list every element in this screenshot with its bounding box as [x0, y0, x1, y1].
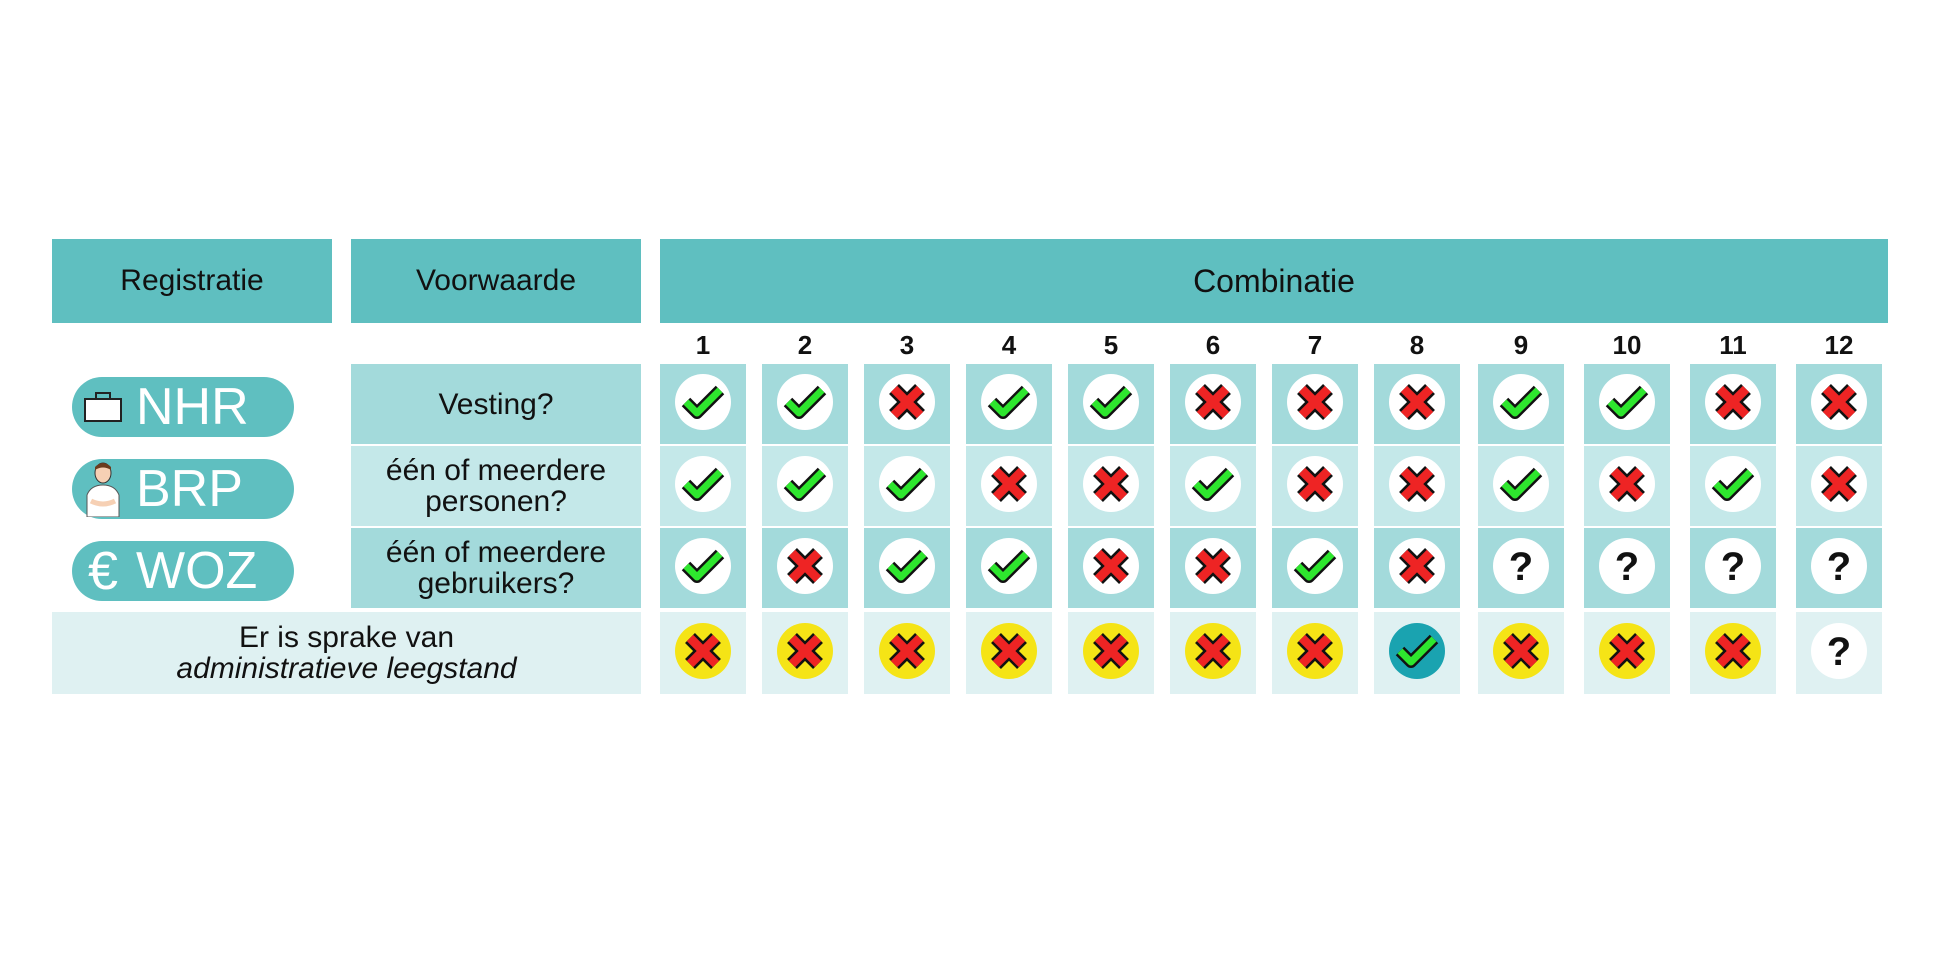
check-icon — [979, 372, 1039, 437]
condition-cell — [1796, 364, 1882, 444]
question-icon — [1809, 536, 1869, 601]
condition-cell — [1068, 446, 1154, 526]
condition-line1: Vesting? — [438, 387, 554, 421]
condition-cell — [1690, 528, 1776, 608]
condition-cell — [660, 446, 746, 526]
cross-icon — [1081, 536, 1141, 601]
cross-icon — [979, 621, 1039, 686]
condition-line2: gebruikers? — [417, 567, 575, 600]
registration-label: NHR — [136, 378, 249, 436]
cross-icon — [1285, 372, 1345, 437]
cross-icon — [1387, 372, 1447, 437]
result-cell — [966, 612, 1052, 694]
condition-cell — [1796, 446, 1882, 526]
check-icon — [673, 536, 733, 601]
check-icon — [673, 454, 733, 519]
combination-number: 4 — [1001, 329, 1017, 360]
check-icon — [775, 454, 835, 519]
condition-cell — [1272, 528, 1358, 608]
svg-text:?: ? — [1720, 544, 1746, 589]
check-icon — [1387, 621, 1447, 686]
cross-icon — [775, 536, 835, 601]
check-icon — [1285, 536, 1345, 601]
cross-icon — [775, 621, 835, 686]
cross-icon — [1597, 621, 1657, 686]
cross-icon — [1183, 372, 1243, 437]
check-icon — [979, 536, 1039, 601]
condition-line1: één of meerdere — [385, 454, 607, 487]
condition-cell — [1690, 446, 1776, 526]
registration-label: WOZ — [136, 542, 258, 600]
svg-text:?: ? — [1826, 629, 1852, 674]
result-cell — [1478, 612, 1564, 694]
registration-brp-badge — [72, 459, 294, 519]
check-icon — [1597, 372, 1657, 437]
combination-number: 7 — [1307, 329, 1323, 360]
registration-label: BRP — [136, 460, 243, 518]
header-registratie: Registratie — [52, 239, 332, 323]
combination-number: 3 — [899, 329, 915, 360]
condition-cell — [966, 446, 1052, 526]
check-icon — [1491, 372, 1551, 437]
cross-icon — [1809, 454, 1869, 519]
header-voorwaarde: Voorwaarde — [351, 239, 641, 323]
cross-icon — [1809, 372, 1869, 437]
cross-icon — [877, 621, 937, 686]
condition-cell — [864, 446, 950, 526]
cross-icon — [1703, 621, 1763, 686]
cross-icon — [1387, 536, 1447, 601]
person-icon — [72, 459, 134, 519]
condition-cell — [660, 528, 746, 608]
briefcase-icon — [72, 377, 134, 437]
combination-number: 9 — [1513, 329, 1529, 360]
cross-icon — [877, 372, 937, 437]
result-cell — [1170, 612, 1256, 694]
check-icon — [673, 372, 733, 437]
condition-cell — [1796, 528, 1882, 608]
condition-cell — [1584, 446, 1670, 526]
check-icon — [877, 536, 937, 601]
result-cell — [1272, 612, 1358, 694]
condition-line2: personen? — [425, 485, 567, 518]
combination-number: 2 — [797, 329, 813, 360]
cross-icon — [979, 454, 1039, 519]
registration-woz-badge — [72, 541, 294, 601]
condition-cell — [660, 364, 746, 444]
condition-personen — [351, 446, 641, 526]
check-icon — [1081, 372, 1141, 437]
condition-cell — [1478, 364, 1564, 444]
question-icon — [1703, 536, 1763, 601]
result-cell — [1796, 612, 1882, 694]
cross-icon — [1491, 621, 1551, 686]
result-cell — [762, 612, 848, 694]
condition-cell — [1170, 446, 1256, 526]
condition-cell — [1374, 528, 1460, 608]
condition-cell — [1584, 364, 1670, 444]
question-icon — [1491, 536, 1551, 601]
combination-number: 12 — [1824, 329, 1854, 360]
svg-text:?: ? — [1508, 544, 1534, 589]
combination-number: 5 — [1103, 329, 1119, 360]
cross-icon — [1081, 621, 1141, 686]
header-combinatie: Combinatie — [660, 239, 1888, 323]
condition-cell — [1068, 528, 1154, 608]
result-cell — [660, 612, 746, 694]
cross-icon — [1183, 536, 1243, 601]
condition-cell — [1068, 364, 1154, 444]
registration-nhr-badge — [72, 377, 294, 437]
condition-cell — [1478, 528, 1564, 608]
combination-number: 6 — [1205, 329, 1221, 360]
result-cell — [1690, 612, 1776, 694]
cross-icon — [673, 621, 733, 686]
cross-icon — [1285, 454, 1345, 519]
condition-vesting — [351, 364, 641, 444]
svg-text:?: ? — [1614, 544, 1640, 589]
condition-cell — [1374, 364, 1460, 444]
condition-cell — [864, 364, 950, 444]
condition-cell — [1272, 364, 1358, 444]
cross-icon — [1081, 454, 1141, 519]
euro-icon: € — [87, 541, 119, 601]
cross-icon — [1285, 621, 1345, 686]
condition-line1: één of meerdere — [385, 536, 607, 569]
check-icon — [877, 454, 937, 519]
result-cell — [1374, 612, 1460, 694]
condition-cell — [1170, 528, 1256, 608]
condition-cell — [966, 528, 1052, 608]
condition-cell — [966, 364, 1052, 444]
question-icon — [1809, 621, 1869, 686]
condition-cell — [762, 446, 848, 526]
check-icon — [1491, 454, 1551, 519]
condition-cell — [1374, 446, 1460, 526]
condition-cell — [1690, 364, 1776, 444]
result-label — [52, 612, 641, 694]
combination-number: 11 — [1719, 329, 1747, 360]
condition-cell — [1272, 446, 1358, 526]
result-cell — [1068, 612, 1154, 694]
combination-number: 10 — [1612, 329, 1642, 360]
combination-number: 1 — [695, 329, 711, 360]
condition-cell — [762, 528, 848, 608]
result-line2: administratieve leegstand — [176, 652, 517, 685]
cross-icon — [1183, 621, 1243, 686]
question-icon — [1597, 536, 1657, 601]
cross-icon — [1597, 454, 1657, 519]
result-cell — [1584, 612, 1670, 694]
result-line1: Er is sprake van — [238, 621, 455, 654]
result-cell — [864, 612, 950, 694]
condition-cell — [762, 364, 848, 444]
cross-icon — [1703, 372, 1763, 437]
check-icon — [1703, 454, 1763, 519]
condition-cell — [864, 528, 950, 608]
condition-cell — [1584, 528, 1670, 608]
condition-cell — [1170, 364, 1256, 444]
check-icon — [1183, 454, 1243, 519]
svg-text:?: ? — [1826, 544, 1852, 589]
check-icon — [775, 372, 835, 437]
condition-gebruikers — [351, 528, 641, 608]
condition-cell — [1478, 446, 1564, 526]
combination-number: 8 — [1409, 329, 1425, 360]
cross-icon — [1387, 454, 1447, 519]
